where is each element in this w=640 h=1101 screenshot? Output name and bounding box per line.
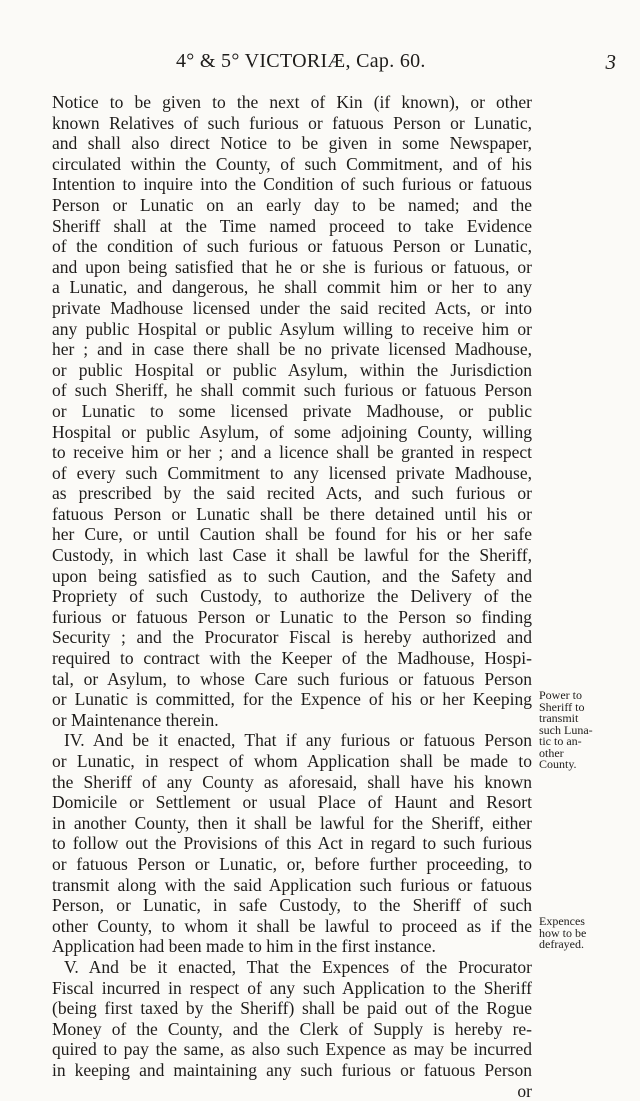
text-line: and shall also direct Notice to be given in some Newspaper,	[52, 133, 532, 154]
text-line: known Relatives of such furious or fatuous Person or Lunatic,	[52, 113, 532, 134]
text-line: furious or fatuous Person or Lunatic to the Person so finding	[52, 607, 532, 628]
text-line: Domicile or Settlement or usual Place of Haunt and Resort	[52, 792, 532, 813]
margin-note-expences-defrayed	[539, 916, 639, 951]
text-line: her ; and in case there shall be no private licensed Madhouse,	[52, 339, 532, 360]
text-line: her Cure, or until Caution shall be found for his or her safe	[52, 524, 532, 545]
body-text	[52, 92, 532, 1101]
text-line: and upon being satisfied that he or she is furious or fatuous, or	[52, 257, 532, 278]
text-line: of the condition of such furious or fatuous Person or Lunatic,	[52, 236, 532, 257]
margin-note-line: Expences	[539, 916, 639, 928]
text-line: upon being satisfied as to such Caution, and the Safety and	[52, 566, 532, 587]
running-head: 4° & 5° VICTORIÆ, Cap. 60.	[176, 50, 426, 73]
text-line: or Lunatic, in respect of whom Application shall be made to	[52, 751, 532, 772]
margin-note-line: County.	[539, 759, 639, 771]
margin-note-line: transmit	[539, 713, 639, 725]
text-line: or Maintenance therein.	[52, 710, 532, 731]
text-line: or public Hospital or public Asylum, within the Jurisdiction	[52, 360, 532, 381]
text-line: transmit along with the said Application such furious or fatuous	[52, 875, 532, 896]
catchword: or	[52, 1081, 532, 1101]
text-line: fatuous Person or Lunatic shall be there detained until his or	[52, 504, 532, 525]
text-line: required to contract with the Keeper of the Madhouse, Hospi-	[52, 648, 532, 669]
text-line: to receive him or her ; and a licence shall be granted in respect	[52, 442, 532, 463]
text-line: or fatuous Person or Lunatic, or, before further proceeding, to	[52, 854, 532, 875]
margin-note-line: Power to	[539, 690, 639, 702]
text-line: Sheriff shall at the Time named proceed to take Evidence	[52, 216, 532, 237]
text-line: the Sheriff of any County as aforesaid, shall have his known	[52, 772, 532, 793]
section-iv-heading-line: IV. And be it enacted, That if any furious or fatuous Person	[52, 730, 532, 751]
text-line: of every such Commitment to any licensed private Madhouse,	[52, 463, 532, 484]
margin-note-line: defrayed.	[539, 939, 639, 951]
text-line: Person or Lunatic on an early day to be named; and the	[52, 195, 532, 216]
margin-note-line: such Luna-	[539, 725, 639, 737]
text-line: quired to pay the same, as also such Expence as may be incurred	[52, 1039, 532, 1060]
text-line: or Lunatic is committed, for the Expence of his or her Keeping	[52, 689, 532, 710]
text-line: tal, or Asylum, to whose Care such furious or fatuous Person	[52, 669, 532, 690]
text-line: private Madhouse licensed under the said recited Acts, or into	[52, 298, 532, 319]
text-line: Intention to inquire into the Condition of such furious or fatuous	[52, 174, 532, 195]
text-line: Money of the County, and the Clerk of Supply is hereby re-	[52, 1019, 532, 1040]
text-line: a Lunatic, and dangerous, he shall commit him or her to any	[52, 277, 532, 298]
margin-note-line: tic to an-	[539, 736, 639, 748]
page-header	[0, 50, 640, 74]
text-line: (being first taxed by the Sheriff) shall be paid out of the Rogue	[52, 998, 532, 1019]
margin-note-power-to-transmit	[539, 690, 639, 771]
text-line: Notice to be given to the next of Kin (if known), or other	[52, 92, 532, 113]
page-number: 3	[606, 50, 617, 75]
text-line: Security ; and the Procurator Fiscal is hereby authorized and	[52, 627, 532, 648]
text-line: Person, or Lunatic, in safe Custody, to the Sheriff of such	[52, 895, 532, 916]
margin-note-line: how to be	[539, 928, 639, 940]
section-v-heading-line: V. And be it enacted, That the Expences of the Procurator	[52, 957, 532, 978]
text-line: Application had been made to him in the first instance.	[52, 936, 532, 957]
text-line: other County, to whom it shall be lawful to proceed as if the	[52, 916, 532, 937]
text-line: to follow out the Provisions of this Act in regard to such furious	[52, 833, 532, 854]
text-line: of such Sheriff, he shall commit such furious or fatuous Person	[52, 380, 532, 401]
text-line: circulated within the County, of such Commitment, and of his	[52, 154, 532, 175]
margin-note-line: other	[539, 748, 639, 760]
margin-note-line: Sheriff to	[539, 702, 639, 714]
text-line: or Lunatic to some licensed private Madhouse, or public	[52, 401, 532, 422]
text-line: any public Hospital or public Asylum willing to receive him or	[52, 319, 532, 340]
text-line: Hospital or public Asylum, of some adjoining County, willing	[52, 422, 532, 443]
text-line: Propriety of such Custody, to authorize the Delivery of the	[52, 586, 532, 607]
text-line: Custody, in which last Case it shall be lawful for the Sheriff,	[52, 545, 532, 566]
text-line: Fiscal incurred in respect of any such Application to the Sheriff	[52, 978, 532, 999]
text-line: in another County, then it shall be lawful for the Sheriff, either	[52, 813, 532, 834]
text-line: as prescribed by the said recited Acts, and such furious or	[52, 483, 532, 504]
text-line: in keeping and maintaining any such furious or fatuous Person	[52, 1060, 532, 1081]
